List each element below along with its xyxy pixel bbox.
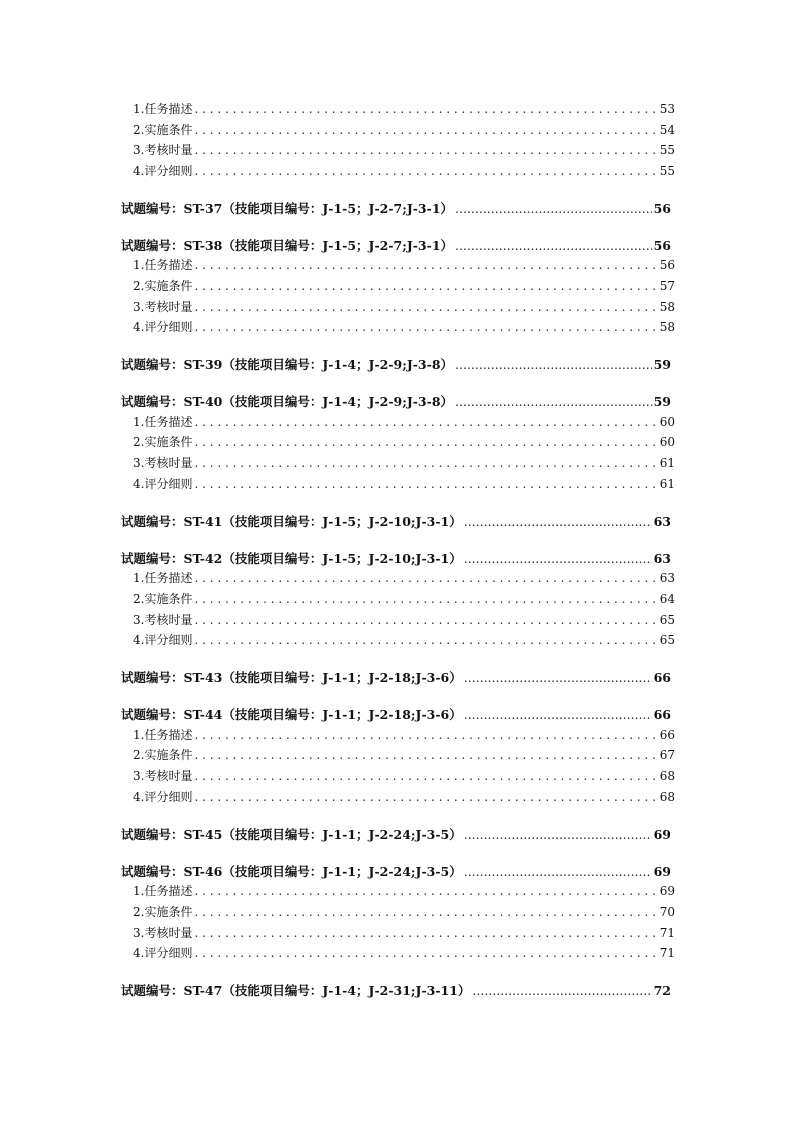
leader-dots <box>455 357 652 372</box>
toc-page-number: 54 <box>659 123 675 137</box>
toc-entry-label: 4.评分细则 <box>133 790 193 804</box>
toc-entry-label: 4.评分细则 <box>133 633 193 647</box>
toc-page-number: 60 <box>659 435 675 449</box>
leader-dots <box>194 633 657 647</box>
toc-entry-label: 3.考核时量 <box>133 769 193 783</box>
toc-page-number: 56 <box>653 238 671 253</box>
toc-entry-label: 1.任务描述 <box>133 728 193 742</box>
toc-entry-label: 1.任务描述 <box>133 571 193 585</box>
leader-dots <box>194 164 657 178</box>
toc-entry[interactable] <box>133 162 675 179</box>
toc-page-number: 63 <box>653 514 671 529</box>
toc-page-number: 61 <box>659 477 675 491</box>
toc-entry[interactable] <box>133 569 675 586</box>
leader-dots <box>194 415 657 429</box>
leader-dots <box>194 790 657 804</box>
toc-entry-label: 1.任务描述 <box>133 415 193 429</box>
toc-entry-label: 4.评分细则 <box>133 477 193 491</box>
leader-dots <box>194 592 657 606</box>
toc-entry-label: 2.实施条件 <box>133 748 193 762</box>
toc-heading-label: 试题编号：ST-46（技能项目编号：J-1-1；J-2-24;J-3-5） <box>121 864 462 879</box>
toc-heading-label: 试题编号：ST-45（技能项目编号：J-1-1；J-2-24;J-3-5） <box>121 827 462 842</box>
toc-page-number: 71 <box>659 946 675 960</box>
toc-entry[interactable] <box>133 141 675 158</box>
toc-entry-label: 1.任务描述 <box>133 102 193 116</box>
leader-dots <box>464 827 652 842</box>
toc-page-number: 58 <box>659 320 675 334</box>
toc-page-number: 71 <box>659 926 675 940</box>
toc-page-number: 65 <box>659 633 675 647</box>
leader-dots <box>472 983 651 998</box>
toc-entry-label: 1.任务描述 <box>133 258 193 272</box>
leader-dots <box>464 864 652 879</box>
leader-dots <box>194 946 657 960</box>
toc-entry-label: 3.考核时量 <box>133 300 193 314</box>
leader-dots <box>194 320 657 334</box>
toc-heading-label: 试题编号：ST-41（技能项目编号：J-1-5；J-2-10;J-3-1） <box>121 514 462 529</box>
toc-entry[interactable] <box>133 924 675 941</box>
toc-page-number: 65 <box>659 613 675 627</box>
toc-entry-label: 2.实施条件 <box>133 123 193 137</box>
toc-entry[interactable] <box>133 882 675 899</box>
toc-entry-label: 2.实施条件 <box>133 592 193 606</box>
toc-entry[interactable] <box>133 611 675 628</box>
leader-dots <box>464 514 652 529</box>
leader-dots <box>194 300 657 314</box>
toc-entry[interactable] <box>133 318 675 335</box>
toc-heading-entry[interactable] <box>121 705 671 723</box>
toc-entry[interactable] <box>133 726 675 743</box>
toc-heading-entry[interactable] <box>121 512 671 530</box>
toc-page-number: 68 <box>659 790 675 804</box>
leader-dots <box>194 884 657 898</box>
leader-dots <box>455 394 652 409</box>
leader-dots <box>455 201 652 216</box>
toc-entry-label: 4.评分细则 <box>133 164 193 178</box>
toc-entry-label: 3.考核时量 <box>133 143 193 157</box>
leader-dots <box>194 456 657 470</box>
leader-dots <box>455 238 652 253</box>
toc-entry-label: 1.任务描述 <box>133 884 193 898</box>
toc-page-number: 63 <box>653 551 671 566</box>
toc-page-number: 58 <box>659 300 675 314</box>
leader-dots <box>194 435 657 449</box>
toc-page-number: 59 <box>653 357 671 372</box>
leader-dots <box>194 143 657 157</box>
toc-page-number: 68 <box>659 769 675 783</box>
toc-page-number: 66 <box>653 670 671 685</box>
toc-heading-entry[interactable] <box>121 862 671 880</box>
toc-page-number: 53 <box>659 102 675 116</box>
toc-heading-entry[interactable] <box>121 668 671 686</box>
toc-entry[interactable] <box>133 433 675 450</box>
toc-entry[interactable] <box>133 475 675 492</box>
toc-entry[interactable] <box>133 788 675 805</box>
leader-dots <box>194 769 657 783</box>
leader-dots <box>464 707 652 722</box>
toc-page-number: 56 <box>659 258 675 272</box>
toc-entry[interactable] <box>133 590 675 607</box>
toc-page-number: 55 <box>659 143 675 157</box>
toc-heading-label: 试题编号：ST-38（技能项目编号：J-1-5；J-2-7;J-3-1） <box>121 238 454 253</box>
toc-page-number: 66 <box>653 707 671 722</box>
toc-entry-label: 2.实施条件 <box>133 905 193 919</box>
leader-dots <box>194 728 657 742</box>
toc-page-number: 72 <box>653 983 671 998</box>
toc-heading-entry[interactable] <box>121 825 671 843</box>
toc-entry[interactable] <box>133 413 675 430</box>
leader-dots <box>194 613 657 627</box>
leader-dots <box>194 926 657 940</box>
toc-entry[interactable] <box>133 767 675 784</box>
leader-dots <box>194 905 657 919</box>
toc-page-number: 69 <box>653 864 671 879</box>
toc-entry-label: 3.考核时量 <box>133 456 193 470</box>
toc-entry[interactable] <box>133 277 675 294</box>
toc-page-number: 69 <box>659 884 675 898</box>
toc-entry[interactable] <box>133 746 675 763</box>
toc-entry[interactable] <box>133 631 675 648</box>
leader-dots <box>194 258 657 272</box>
toc-entry-label: 2.实施条件 <box>133 279 193 293</box>
toc-heading-label: 试题编号：ST-39（技能项目编号：J-1-4；J-2-9;J-3-8） <box>121 357 454 372</box>
toc-page-number: 63 <box>659 571 675 585</box>
toc-page-number: 67 <box>659 748 675 762</box>
toc-heading-entry[interactable] <box>121 236 671 254</box>
toc-page-number: 70 <box>659 905 675 919</box>
toc-page-number: 57 <box>659 279 675 293</box>
leader-dots <box>194 102 657 116</box>
toc-page-number: 60 <box>659 415 675 429</box>
toc-heading-label: 试题编号：ST-43（技能项目编号：J-1-1；J-2-18;J-3-6） <box>121 670 462 685</box>
leader-dots <box>194 571 657 585</box>
toc-entry-label: 2.实施条件 <box>133 435 193 449</box>
toc-heading-label: 试题编号：ST-44（技能项目编号：J-1-1；J-2-18;J-3-6） <box>121 707 462 722</box>
toc-page-number: 55 <box>659 164 675 178</box>
toc-heading-label: 试题编号：ST-37（技能项目编号：J-1-5；J-2-7;J-3-1） <box>121 201 454 216</box>
toc-heading-entry[interactable] <box>121 392 671 410</box>
toc-heading-entry[interactable] <box>121 199 671 217</box>
toc-entry[interactable] <box>133 256 675 273</box>
leader-dots <box>464 551 652 566</box>
leader-dots <box>194 477 657 491</box>
toc-entry[interactable] <box>133 121 675 138</box>
toc-heading-entry[interactable] <box>121 981 671 999</box>
leader-dots <box>194 123 657 137</box>
leader-dots <box>464 670 652 685</box>
toc-heading-label: 试题编号：ST-47（技能项目编号：J-1-4；J-2-31;J-3-11） <box>121 983 471 998</box>
toc-page-number: 64 <box>659 592 675 606</box>
toc-entry-label: 3.考核时量 <box>133 926 193 940</box>
toc-entry-label: 4.评分细则 <box>133 946 193 960</box>
leader-dots <box>194 748 657 762</box>
toc-page-number: 66 <box>659 728 675 742</box>
toc-entry[interactable] <box>133 100 675 117</box>
toc-page-number: 56 <box>653 201 671 216</box>
toc-entry-label: 3.考核时量 <box>133 613 193 627</box>
toc-heading-entry[interactable] <box>121 355 671 373</box>
toc-entry[interactable] <box>133 298 675 315</box>
toc-heading-entry[interactable] <box>121 549 671 567</box>
toc-page-number: 59 <box>653 394 671 409</box>
toc-entry[interactable] <box>133 903 675 920</box>
leader-dots <box>194 279 657 293</box>
toc-entry-label: 4.评分细则 <box>133 320 193 334</box>
toc-page-number: 61 <box>659 456 675 470</box>
toc-entry[interactable] <box>133 944 675 961</box>
toc-heading-label: 试题编号：ST-42（技能项目编号：J-1-5；J-2-10;J-3-1） <box>121 551 462 566</box>
toc-page-number: 69 <box>653 827 671 842</box>
toc-entry[interactable] <box>133 454 675 471</box>
toc-heading-label: 试题编号：ST-40（技能项目编号：J-1-4；J-2-9;J-3-8） <box>121 394 454 409</box>
